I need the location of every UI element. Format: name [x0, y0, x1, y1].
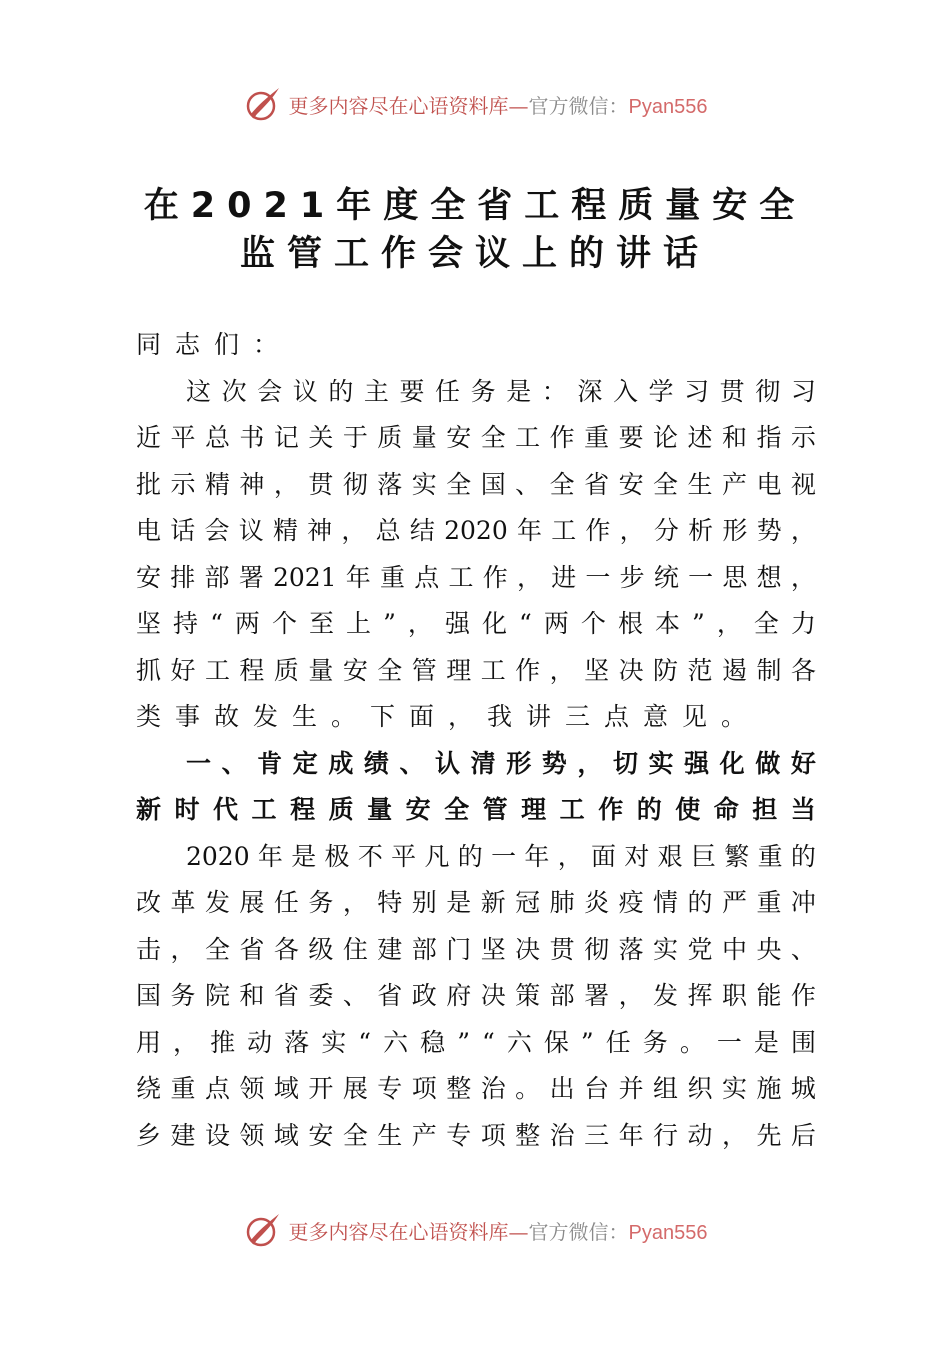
paragraph2-line: 击 ， 全 省 各 级 住 建 部 门 坚 决 贯 彻 落 实 党 中 央 、 [136, 934, 816, 964]
section-heading-1 [136, 741, 816, 834]
paragraph-1 [136, 369, 816, 741]
paragraph-line: 安 排 部 署 2021 年 重 点 工 作 ， 进 一 步 统 一 思 想 ， [136, 562, 816, 592]
quill-pen-logo-icon [243, 1210, 283, 1250]
heading-line: 一 、 肯 定 成 绩 、 认 清 形 势 ， 切 实 强 化 做 好 [186, 748, 816, 778]
watermark-label: 更多内容尽在心语资料库— [288, 1219, 529, 1244]
paragraph-line: 这 次 会 议 的 主 要 任 务 是 ： 深 入 学 习 贯 彻 习 [186, 376, 816, 406]
paragraph-line: 批 示 精 神 ， 贯 彻 落 实 全 国 、 全 省 安 全 生 产 电 视 [136, 469, 816, 499]
watermark-label: 更多内容尽在心语资料库— [288, 93, 529, 118]
greeting: 同志们： [136, 330, 293, 359]
paragraph2-line: 2020 年 是 极 不 平 凡 的 一 年 ， 面 对 艰 巨 繁 重 的 [186, 841, 816, 871]
paragraph-line: 类事故发生。下面，我讲三点意见。 [136, 702, 761, 731]
title-line-1: 在2021年度全省工程质量安全 [143, 186, 807, 226]
paragraph2-line: 改 革 发 展 任 务 ， 特 别 是 新 冠 肺 炎 疫 情 的 严 重 冲 [136, 888, 816, 917]
quill-pen-logo-icon [243, 84, 283, 124]
paragraph-line: 近 平 总 书 记 关 于 质 量 安 全 工 作 重 要 论 述 和 指 示 [136, 423, 816, 452]
paragraph2-line: 国 务 院 和 省 委 、 省 政 府 决 策 部 署 ， 发 挥 职 能 作 [136, 981, 816, 1010]
watermark-banner-bottom [0, 1210, 950, 1250]
paragraph-2 [136, 834, 816, 1160]
wechat-label: 官方微信： [528, 1219, 629, 1244]
heading-line: 新 时 代 工 程 质 量 安 全 管 理 工 作 的 使 命 担 当 [136, 795, 816, 824]
wechat-account: Pyan556 [628, 1221, 708, 1244]
paragraph2-line: 乡 建 设 领 域 安 全 生 产 专 项 整 治 三 年 行 动 ， 先 后 [136, 1120, 816, 1150]
paragraph2-line: 用 ， 推 动 落 实 “ 六 稳 ” “ 六 保 ” 任 务 。 一 是 围 [136, 1027, 816, 1057]
wechat-account: Pyan556 [628, 95, 708, 118]
paragraph-line: 坚 持 “ 两 个 至 上 ” ， 强 化 “ 两 个 根 本 ” ， 全 力 [136, 609, 816, 638]
wechat-label: 官方微信： [528, 93, 629, 118]
watermark-text [289, 1216, 708, 1245]
paragraph2-line: 绕 重 点 领 域 开 展 专 项 整 治 。 出 台 并 组 织 实 施 城 [136, 1074, 816, 1103]
watermark-text [289, 90, 708, 119]
title-line-2: 监管工作会议上的讲话 [239, 234, 710, 274]
paragraph-line: 抓 好 工 程 质 量 安 全 管 理 工 作 ， 坚 决 防 范 遏 制 各 [136, 655, 816, 685]
paragraph-line: 电 话 会 议 精 神 ， 总 结 2020 年 工 作 ， 分 析 形 势 ， [136, 516, 816, 545]
document-body [136, 322, 816, 1159]
watermark-banner-top [0, 84, 950, 124]
